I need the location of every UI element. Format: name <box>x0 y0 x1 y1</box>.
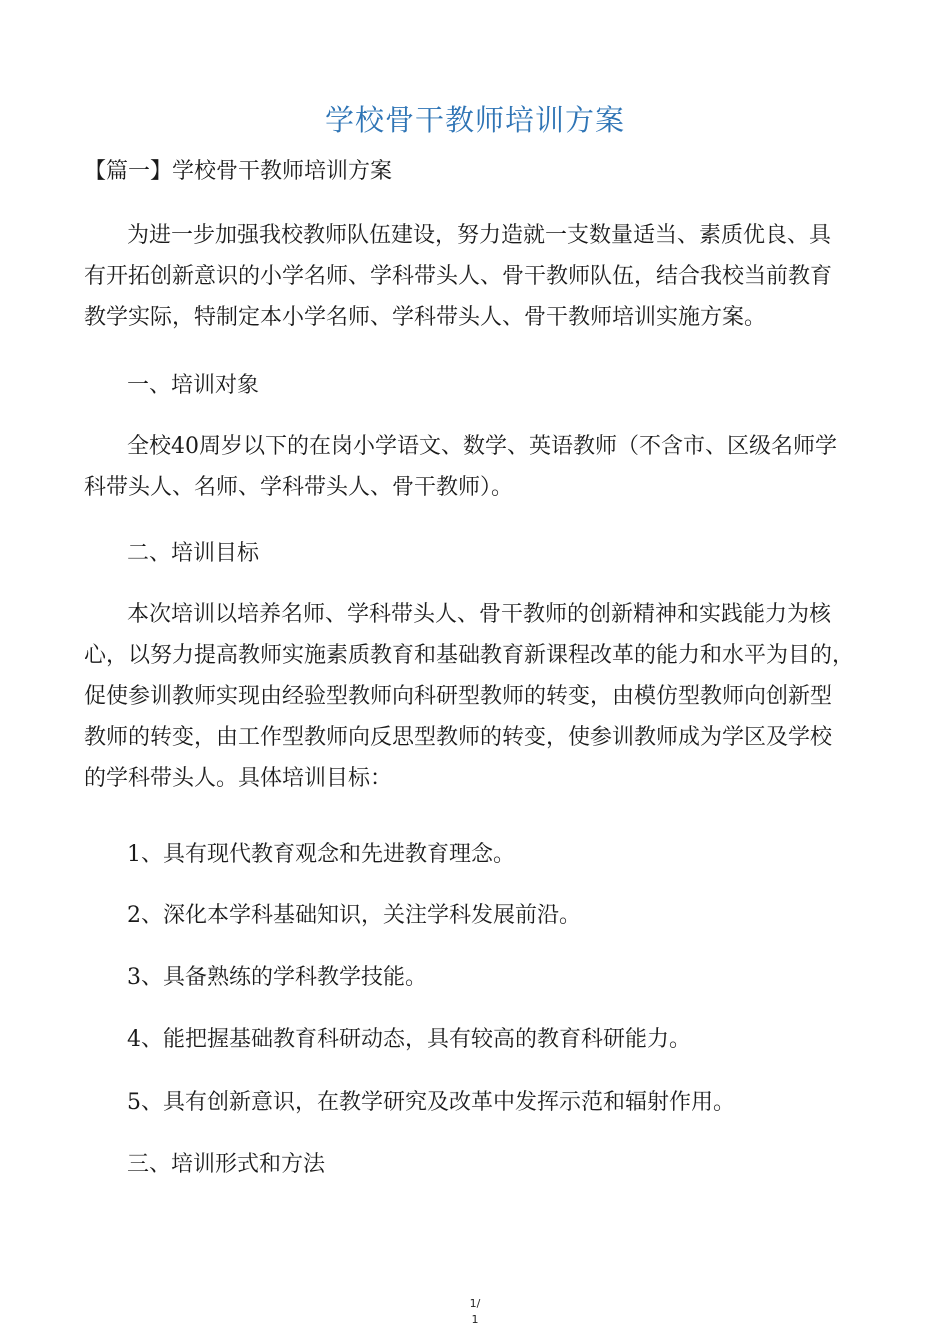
section2-line: 本次培训以培养名师、学科带头人、骨干教师的创新精神和实践能力为核 <box>127 602 832 627</box>
section2-line: 促使参训教师实现由经验型教师向科研型教师的转变，由模仿型教师向创新型 <box>84 684 833 709</box>
intro-line: 有开拓创新意识的小学名师、学科带头人、骨干教师队伍，结合我校当前教育 <box>84 264 833 289</box>
page-number-bottom: 1 <box>471 1313 479 1326</box>
goal-item: 3、具备熟练的学科教学技能。 <box>127 965 427 990</box>
goal-item: 1、具有现代教育观念和先进教育理念。 <box>127 842 515 867</box>
intro-line: 为进一步加强我校教师队伍建设，努力造就一支数量适当、素质优良、具 <box>127 223 832 248</box>
section2-line: 教师的转变，由工作型教师向反思型教师的转变，使参训教师成为学区及学校 <box>84 725 833 750</box>
page-number-top: 1/ <box>469 1297 481 1310</box>
goal-item: 5、具有创新意识，在教学研究及改革中发挥示范和辐射作用。 <box>127 1090 735 1115</box>
section-heading-goals: 二、培训目标 <box>127 541 260 566</box>
document-subtitle: 【篇一】学校骨干教师培训方案 <box>84 159 393 184</box>
document-title: 学校骨干教师培训方案 <box>324 103 625 137</box>
section2-line: 心，以努力提高教师实施素质教育和基础教育新课程改革的能力和水平为目的， <box>84 643 855 668</box>
section-heading-targets: 一、培训对象 <box>127 373 260 398</box>
section1-line: 科带头人、名师、学科带头人、骨干教师）。 <box>84 475 514 500</box>
section-heading-methods: 三、培训形式和方法 <box>127 1152 326 1177</box>
section2-paragraph <box>84 599 869 804</box>
section1-line: 全校40周岁以下的在岗小学语文、数学、英语教师（不含市、区级名师学 <box>127 434 837 459</box>
section1-paragraph <box>84 431 869 513</box>
intro-paragraph <box>84 220 869 343</box>
goal-item: 2、深化本学科基础知识，关注学科发展前沿。 <box>127 903 581 928</box>
goal-item: 4、能把握基础教育科研动态，具有较高的教育科研能力。 <box>127 1027 691 1052</box>
intro-line: 教学实际，特制定本小学名师、学科带头人、骨干教师培训实施方案。 <box>84 305 767 330</box>
section2-line: 的学科带头人。具体培训目标： <box>84 766 393 791</box>
